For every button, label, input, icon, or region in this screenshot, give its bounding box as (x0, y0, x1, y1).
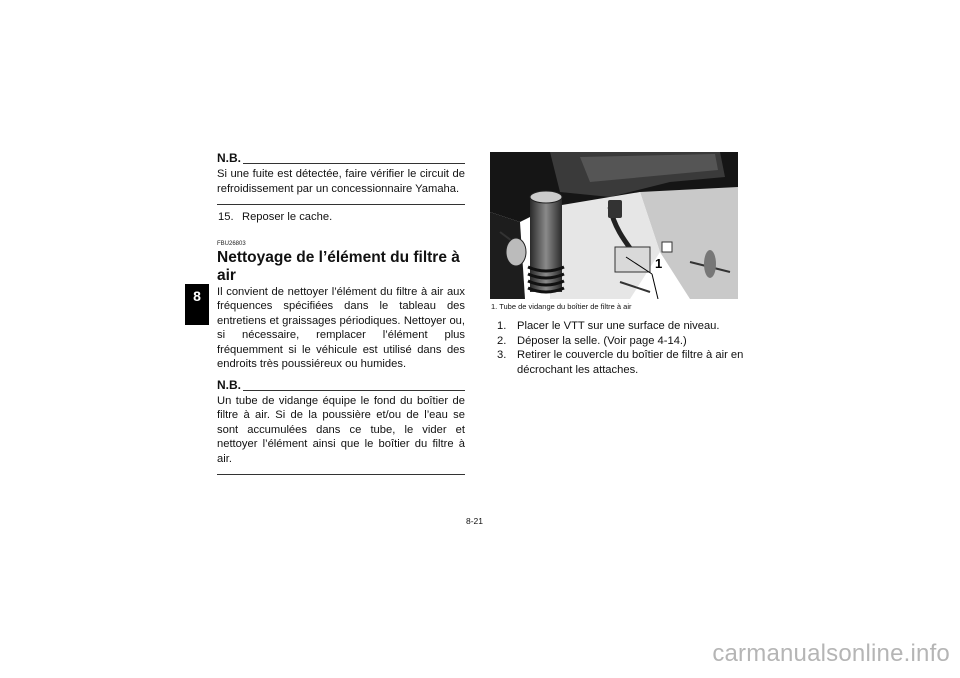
note-end-rule (217, 204, 465, 205)
airbox-illustration (490, 152, 738, 299)
note-header (217, 152, 465, 165)
section-body: Il convient de nettoyer l’élément du filtre à air aux fréquences spécifiées dans le tableau des entretiens et graissages périodiques. Nettoyer ou, si nécessaire, remplacer l’élément plus fréquemment si le véhicule est utilisé dans des endroits très poussiéreux ou humides. (217, 285, 465, 370)
chapter-tab (185, 284, 209, 325)
note-box-drain (217, 379, 465, 476)
note-label: N.B. (217, 377, 241, 392)
step-text: Retirer le couvercle du boîtier de filtre à air en décrochant les attaches. (517, 349, 744, 376)
watermark: carmanualsonline.info (712, 640, 950, 667)
step-text: Déposer la selle. (Voir page 4-14.) (517, 334, 687, 347)
note-rule (243, 390, 465, 391)
note-box-leak (217, 152, 465, 205)
figure-callout-label: 1 (655, 256, 663, 271)
note-text: Si une fuite est détectée, faire vérifier le circuit de refroidissement par un concessionnaire Yamaha. (217, 168, 465, 195)
step-number: 2. (497, 334, 507, 347)
step-number: 15. (218, 211, 234, 223)
step-15 (217, 210, 465, 225)
note-rule (243, 163, 465, 164)
note-label: N.B. (217, 151, 241, 165)
step-text: Placer le VTT sur une surface de niveau. (517, 320, 720, 332)
left-column (217, 152, 465, 475)
step-number: 1. (497, 320, 507, 332)
step-2 (497, 334, 747, 349)
note-text: Un tube de vidange équipe le fond du boîtier de filtre à air. Si de la poussière et/ou de l’eau se sont accumulées dans ce tube, le vider et nettoyer l’élément ainsi que le boîtier du filtre à air. (217, 394, 465, 465)
step-number: 3. (497, 349, 507, 361)
section-code: FBU26803 (217, 240, 246, 247)
section-title: Nettoyage de l’élément du filtre à air (217, 248, 460, 284)
page-number: 8-21 (466, 516, 484, 526)
step-3 (497, 348, 747, 377)
step-text: Reposer le cache. (242, 211, 333, 223)
chapter-number: 8 (193, 288, 201, 304)
note-header (217, 379, 465, 392)
step-1 (497, 319, 747, 334)
note-end-rule (217, 474, 465, 475)
figure-caption: 1. Tube de vidange du boîtier de filtre à air (491, 302, 632, 311)
figure-photo (490, 152, 738, 299)
right-steps (497, 319, 747, 377)
